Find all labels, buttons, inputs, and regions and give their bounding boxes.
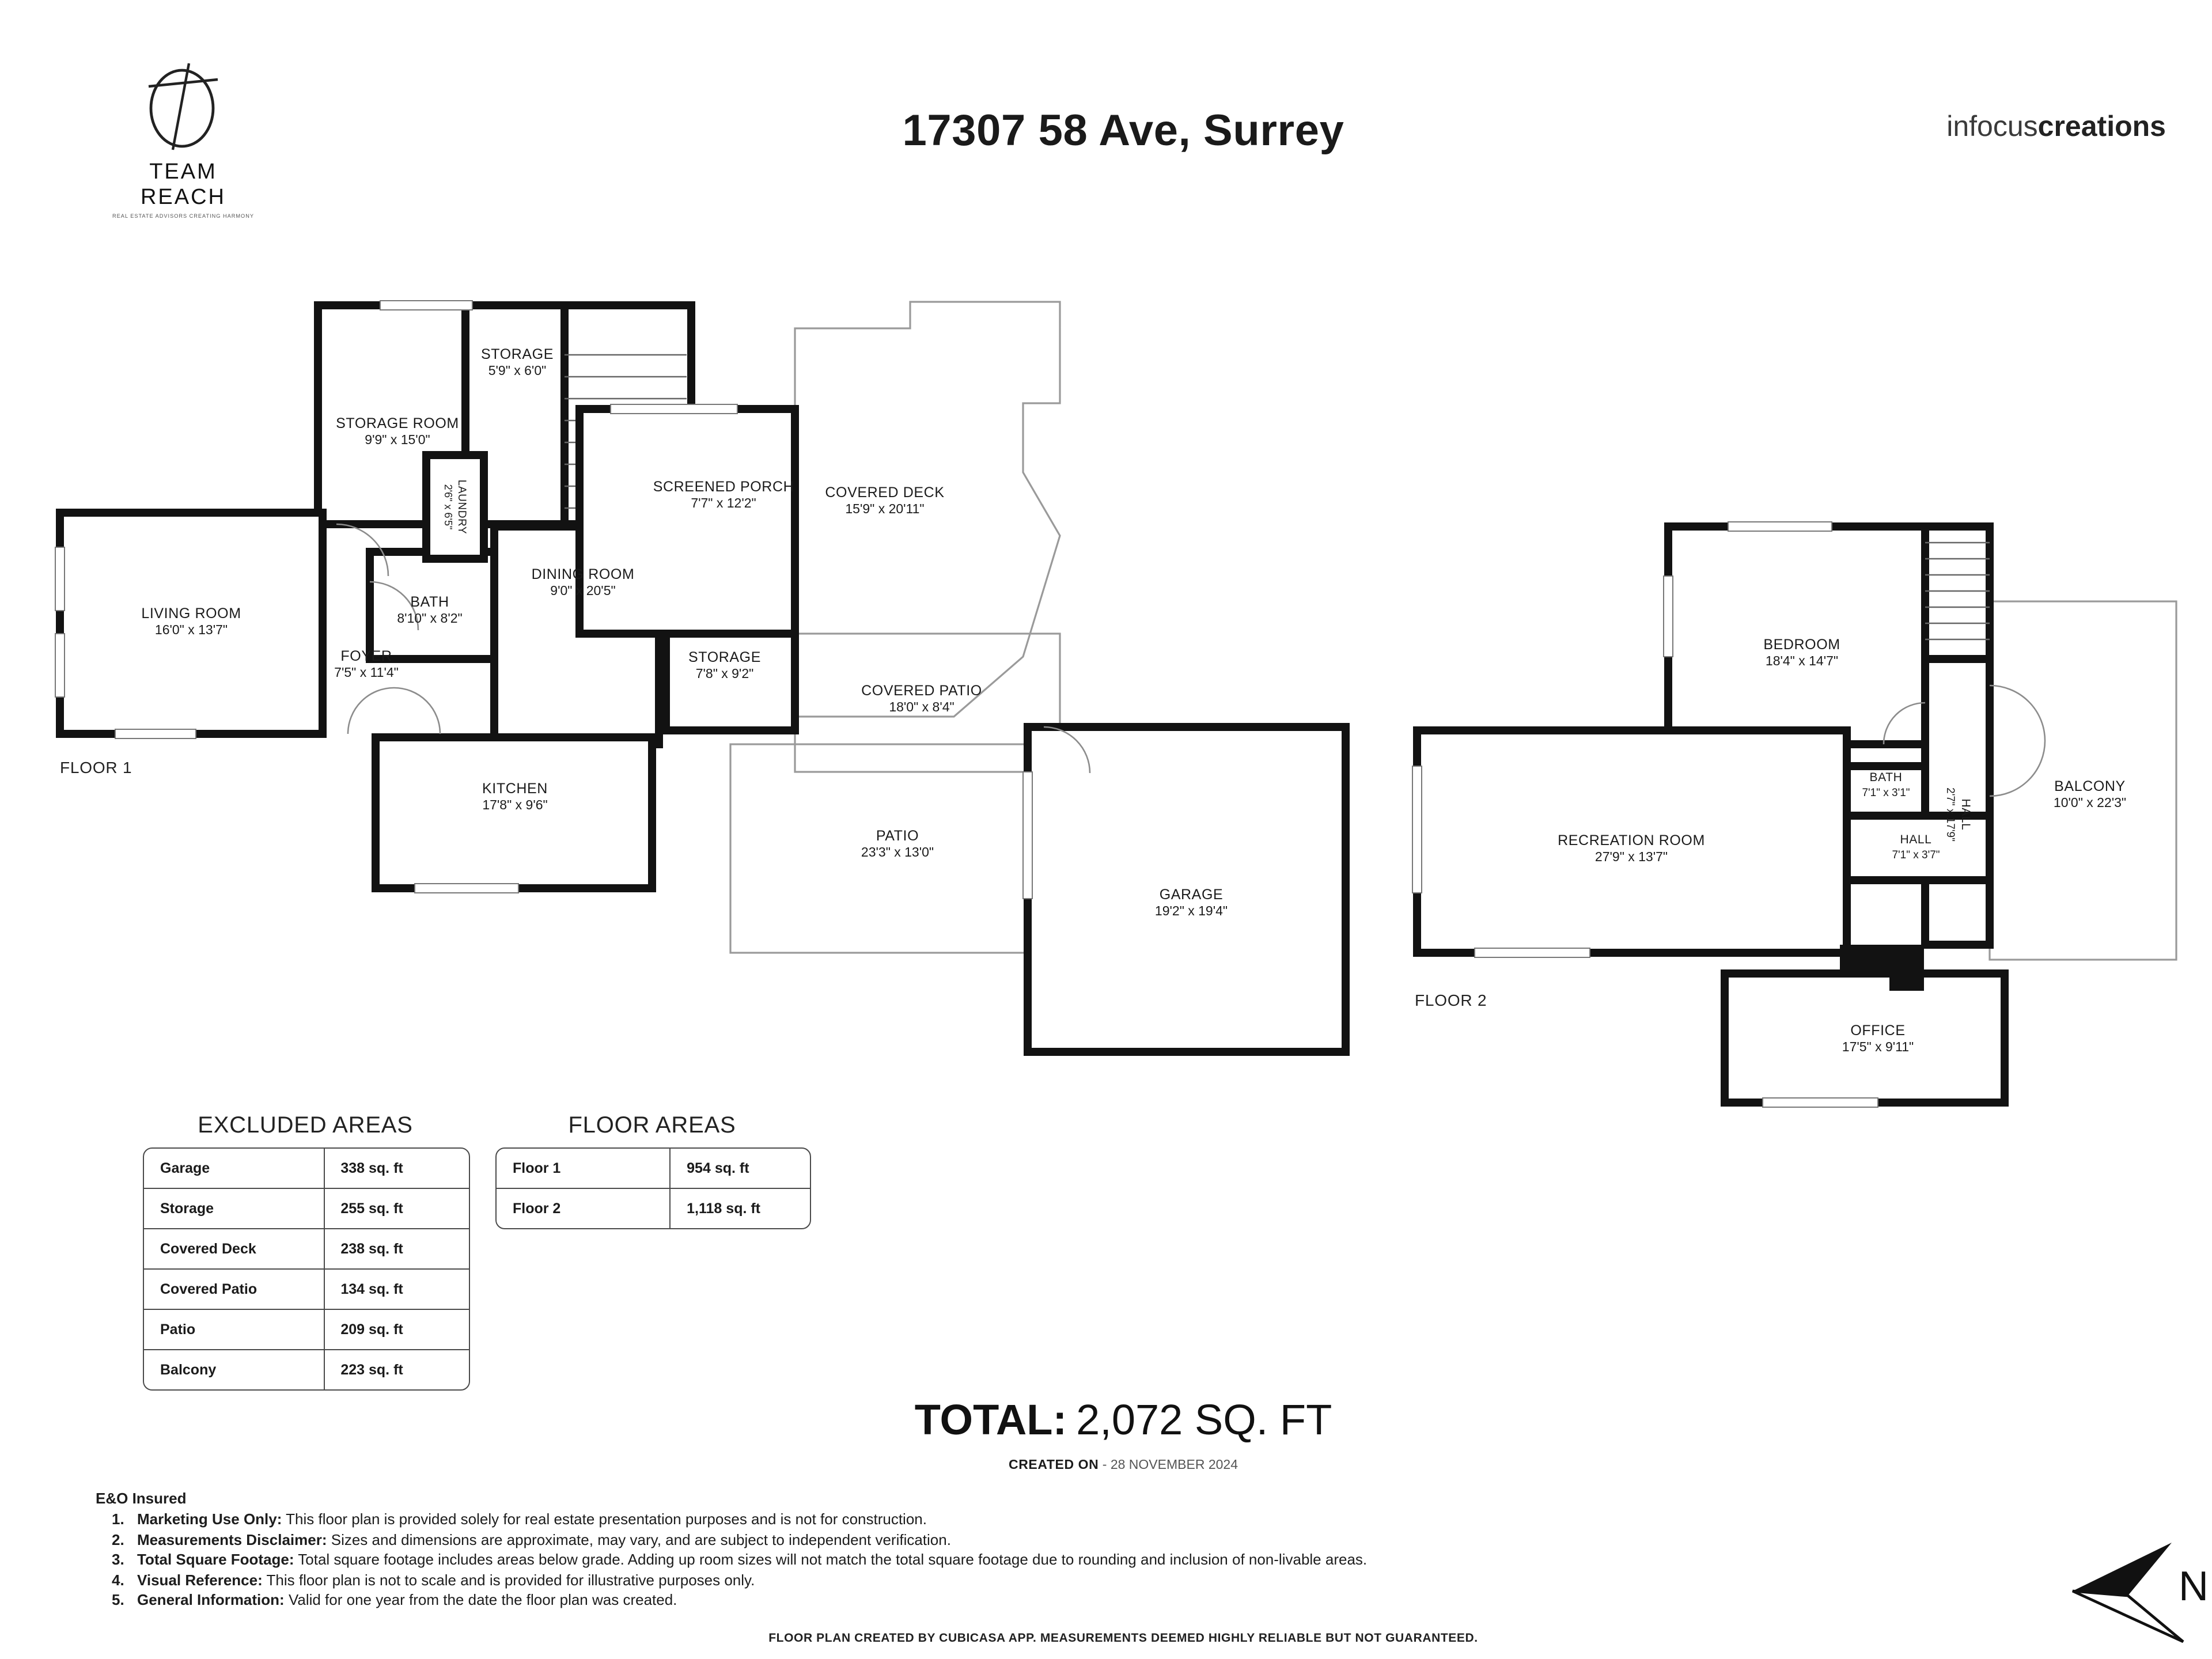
room-label-covered-patio: COVERED PATIO 18'0" x 8'4" (861, 682, 982, 715)
row-value: 223 sq. ft (323, 1350, 469, 1389)
room-label-storage-small: STORAGE 7'8" x 9'2" (688, 649, 761, 682)
row-label: Covered Patio (160, 1281, 257, 1297)
window (380, 301, 472, 310)
studio-logo-bold: creations (2037, 111, 2166, 143)
row-value: 134 sq. ft (323, 1270, 469, 1309)
row-value: 238 sq. ft (323, 1229, 469, 1268)
table-row (144, 1268, 469, 1309)
north-label: N (2179, 1563, 2209, 1609)
floor-areas-table (495, 1147, 811, 1229)
window (1023, 772, 1032, 899)
north-arrow (2068, 1538, 2212, 1653)
row-label: Floor 1 (513, 1160, 561, 1176)
disclaimer-heading: E&O Insured (96, 1490, 187, 1507)
room-label-storage: STORAGE 5'9" x 6'0" (481, 346, 554, 379)
created-on (455, 1459, 1791, 1472)
row-value: 338 sq. ft (323, 1149, 469, 1188)
room-label-patio: PATIO 23'3" x 13'0" (861, 827, 934, 861)
window (55, 547, 65, 611)
window (1664, 576, 1673, 657)
table-row (144, 1188, 469, 1228)
window (115, 729, 196, 738)
window (1412, 766, 1422, 893)
disclaimer-item: 4. Visual Reference: This floor plan is not to scale and is provided for illustrative purposes only. (112, 1571, 755, 1588)
row-label: Patio (160, 1321, 196, 1338)
excluded-areas-title: EXCLUDED AREAS (198, 1113, 413, 1138)
total-area (455, 1396, 1791, 1445)
footer-note: FLOOR PLAN CREATED BY CUBICASA APP. MEASUREMENTS DEEMED HIGHLY RELIABLE BUT NOT GUARANTEED. (768, 1631, 1478, 1645)
room-label-garage: GARAGE 19'2" x 19'4" (1154, 886, 1228, 919)
table-row (144, 1149, 469, 1188)
room-label-storage-room: STORAGE ROOM 9'9" x 15'0" (336, 415, 459, 448)
excluded-areas-table (143, 1147, 470, 1391)
row-value: 255 sq. ft (323, 1189, 469, 1228)
room-label-balcony: BALCONY 10'0" x 22'3" (2053, 778, 2127, 811)
room-label-dining-room: DINING ROOM 9'0" x 20'5" (531, 566, 635, 599)
room-label-living-room: LIVING ROOM 16'0" x 13'7" (141, 605, 241, 638)
brand-tagline: REAL ESTATE ADVISORS CREATING HARMONY (112, 213, 254, 219)
room-label-recreation-room: RECREATION ROOM 27'9" x 13'7" (1558, 832, 1705, 865)
window (1728, 522, 1832, 531)
room-label-hall-vertical: HALL 2'7" x 17'9" (1944, 787, 1972, 842)
room-label-bath2: BATH 7'1" x 3'1" (1862, 771, 1910, 800)
door-arc (394, 688, 440, 734)
table-row (144, 1228, 469, 1268)
row-value: 1,118 sq. ft (669, 1189, 810, 1228)
disclaimer-item: 2. Measurements Disclaimer: Sizes and dimensions are approximate, may vary, and are subject to independent verification. (112, 1531, 951, 1548)
row-label: Balcony (160, 1362, 217, 1378)
north-arrow-icon (2068, 1538, 2212, 1647)
floor2-label: FLOOR 2 (1415, 991, 1487, 1009)
room-label-hall-small: HALL 7'1" x 3'7" (1892, 833, 1940, 862)
balcony-door-arc (1990, 741, 2045, 796)
floor-areas-title: FLOOR AREAS (568, 1113, 736, 1138)
room-label-covered-deck: COVERED DECK 15'9" x 20'11" (825, 484, 945, 517)
studio-logo (1946, 111, 2166, 144)
table-row (497, 1149, 810, 1188)
disclaimer-item: 1. Marketing Use Only: This floor plan is provided solely for real estate presentation purposes and is not for construction. (112, 1510, 927, 1528)
created-on-label: CREATED ON (1009, 1459, 1099, 1472)
table-row (497, 1188, 810, 1228)
window (415, 884, 518, 893)
row-label: Covered Deck (160, 1241, 256, 1257)
row-label: Garage (160, 1160, 210, 1176)
created-on-date: - 28 NOVEMBER 2024 (1102, 1459, 1238, 1472)
window (611, 404, 737, 414)
disclaimer-item: 5. General Information: Valid for one year from the date the floor plan was created. (112, 1591, 677, 1608)
row-label: Floor 2 (513, 1200, 561, 1217)
total-label: TOTAL: (914, 1396, 1067, 1444)
table-row (144, 1349, 469, 1389)
room-label-kitchen: KITCHEN 17'8" x 9'6" (482, 780, 548, 813)
room-label-screened-porch: SCREENED PORCH 7'7" x 12'2" (653, 478, 794, 512)
room-label-bedroom: BEDROOM 18'4" x 14'7" (1763, 636, 1840, 669)
page-title: 17307 58 Ave, Surrey (902, 107, 1344, 156)
room-label-laundry: LAUNDRY 2'6" x 6'5" (442, 479, 468, 535)
room-label-office: OFFICE 17'5" x 9'11" (1842, 1022, 1914, 1055)
room-label-foyer: FOYER 7'5" x 11'4" (334, 647, 399, 681)
row-value: 209 sq. ft (323, 1310, 469, 1349)
disclaimer-item: 3. Total Square Footage: Total square footage includes areas below grade. Adding up room sizes will not match the total square footage due to rounding and inclusion of non-livable areas. (112, 1551, 1368, 1568)
door-arc (348, 688, 394, 734)
window (1475, 948, 1590, 957)
table-row (144, 1309, 469, 1349)
disclaimer-block (96, 1490, 1455, 1610)
room-label-bath: BATH 8'10" x 8'2" (397, 593, 463, 627)
total-value: 2,072 SQ. FT (1076, 1396, 1332, 1444)
balcony-door-arc (1990, 685, 2045, 741)
window (1763, 1098, 1878, 1107)
floor1-label: FLOOR 1 (60, 758, 132, 777)
brand-name: TEAM REACH (140, 160, 226, 210)
row-label: Storage (160, 1200, 214, 1217)
row-value: 954 sq. ft (669, 1149, 810, 1188)
studio-logo-light: infocus (1946, 111, 2038, 143)
window (55, 634, 65, 697)
